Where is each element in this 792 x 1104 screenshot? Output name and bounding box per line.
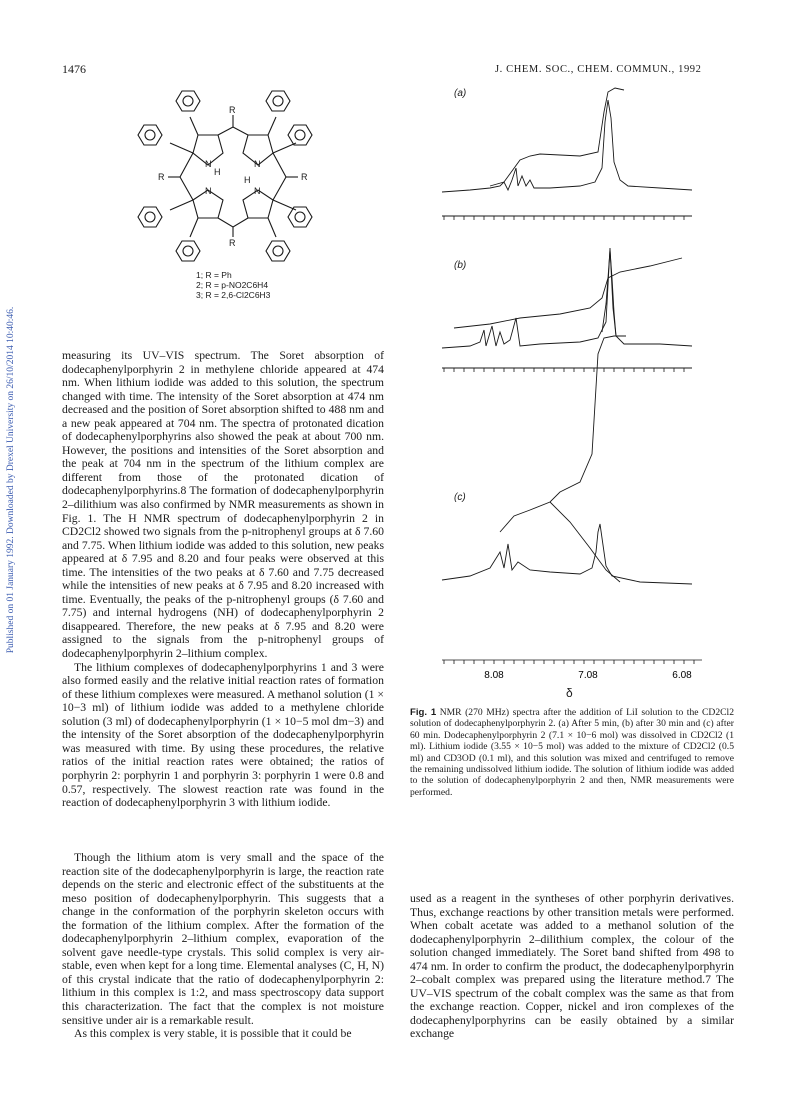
paragraph: The lithium complexes of dodecaphenylporphyrins 1 and 3 were also formed easily and the relative initial reaction rates of formation of these lithium complexes were measured. A methanol solution (1 × 10−3 ml) of lithium iodide was added to a methylene chloride solution (3 ml) of dodecaphenylporphyrin (1 × 10−5 mol dm−3) and the intensity of the Soret absorption of the dodecaphenylporphyrin was measured with time. By using these procedures, the relative ratios of the initial reaction rates were obtained; the ratios of porphyrin 2: porphyrin 1 and porphyrin 3: porphyrin 1 were 0.8 and 0.57, respectively. The slowest reaction rate was found in the reaction of dodecaphenylporphyrin 3 with lithium iodide.: [62, 660, 384, 810]
panel-label-a: (a): [454, 88, 467, 99]
paragraph: used as a reagent in the syntheses of other porphyrin derivatives. Thus, exchange reactions by other transition metals were performed. When cobalt acetate was added to a methanol solution of the dodecaphenylporphyrin 2–dilithium complex, the colour of the solution changed immediately. The Soret band shifted from 498 to 474 nm. In order to confirm the product, the dodecaphenylporphyrin 2–cobalt complex was prepared using the literature method.7 The UV–VIS spectrum of the cobalt complex was the same as that from the exchange reaction. Copper, nickel and iron complexes of the dodecaphenylporphyrins can be easily obtained by a similar exchange: [410, 892, 734, 1041]
atom-label-h-1: H: [214, 167, 221, 177]
atom-label-r-bottom: R: [229, 238, 236, 248]
left-column-text-lower: [62, 851, 384, 1041]
figure-caption-label: Fig. 1: [410, 707, 437, 718]
atom-label-r-left: R: [158, 172, 165, 182]
figure-caption: [410, 707, 734, 798]
axis-tick-label: 7.08: [578, 670, 598, 681]
axis-label: δ: [566, 686, 573, 700]
spectrum-trace-b: [442, 248, 692, 348]
figure-caption-text: NMR (270 MHz) spectra after the addition of LiI solution to the CD2Cl2 solution of dodecaphenylporphyrin 2. (a) After 5 min, (b) after 30 min and (c) after 60 min. Dodecaphenylporphyrin 2 (7.1 × 10−6 mol) was dissolved in CD2Cl2 (1 ml). Lithium iodide (3.55 × 10−5 mol) was added to the mixture of CD2Cl2 (0.5 ml) and CD3OD (0.1 ml), and this solution was mixed and centrifuged to remove the remaining undissolved lithium iodide. The solution of lithium iodide was added to the solution of dodecaphenylporphyrin 2 and then, NMR measurements were performed.: [410, 707, 734, 798]
download-notice: [4, 240, 18, 720]
axis-tick-label: 8.08: [484, 670, 504, 681]
integral-curve-b: [454, 258, 682, 328]
right-column-text: [410, 892, 734, 1041]
left-column-text-upper: [62, 349, 384, 810]
delta-axis: [440, 656, 740, 686]
compound-1: 1; R = Ph: [196, 270, 232, 280]
paragraph: Though the lithium atom is very small and the space of the reaction site of the dodecaphenylporphyrin is large, the reaction rate depends on the steric and electronic effect of the substituents at the meso position of dodecaphenylporphyrin. This suggests that a change in the conformation of the porphyrin skeleton occurs with the formation of the lithium complex. After the formation of the dodecaphenylporphyrin 2–lithium complex, evaporation of the solvent gave needle-type crystals. This solid complex is very air-stable, even when kept for a long time. Elemental analyses (C, H, N) of this crystal indicate that the ratio of dodecaphenylporphyrin 2: lithium in this complex is 1:2, and mass spectroscopy data support this characterization. The fact that the complex is not moisture sensitive under air is a remarkable result.: [62, 851, 384, 1027]
porphyrin-structure: [130, 85, 320, 270]
atom-label-h-2: H: [244, 175, 251, 185]
compound-legend: [196, 270, 270, 300]
atom-label-r-right: R: [301, 172, 308, 182]
atom-label-r-top: R: [229, 105, 236, 115]
paragraph: measuring its UV–VIS spectrum. The Soret absorption of dodecaphenylporphyrin 2 in methylene chloride appeared at 474 nm. When lithium iodide was added to this solution, the spectrum changed with time. The intensity of the Soret absorption at 474 nm decreased and the position of Soret absorption shifted to 488 nm and a new peak appeared at 704 nm. The spectra of protonated dication of dodecaphenylporphyrins also showed the peak at about 700 nm. However, the positions and intensities of the Soret absorption and the peak at 704 nm in the spectrum of the lithium complex are different from those of the protonated dication of dodecaphenylporphyrins.8 The formation of dodecaphenylporphyrin 2–dilithium was also confirmed by NMR measurements as shown in Fig. 1. The H NMR spectrum of dodecaphenylporphyrin 2 in CD2Cl2 showed two signals from the p-nitrophenyl groups at δ 7.60 and 7.75. When lithium iodide was added to this solution, new peaks appeared at δ 7.95 and 8.20 and four peaks were observed at this time. The intensities of the two peaks at δ 7.60 and 7.75 decreased while the intensities of new peaks at δ 7.95 and 8.20 increased with time. Eventually, the peaks of the p-nitrophenyl groups (δ 7.60 and 7.75) and internal hydrogens (NH) of dodecaphenylporphyrin 2 disappeared. Therefore, the new peaks at δ 7.95 and 8.20 were assigned to the signals from the p-nitrophenyl groups of dodecaphenylporphyrin 2–lithium complex.: [62, 349, 384, 661]
paragraph: As this complex is very stable, it is possible that it could be: [74, 1027, 352, 1041]
nmr-spectra-figure: [430, 82, 730, 642]
panel-label-c: (c): [454, 492, 466, 503]
compound-2: 2; R = p-NO2C6H4: [196, 280, 269, 290]
panel-label-b: (b): [454, 260, 467, 271]
atom-label-n-3: N: [205, 186, 212, 196]
spectrum-trace-c: [442, 524, 692, 584]
atom-label-n-2: N: [254, 159, 261, 169]
integral-curve-c: [500, 336, 626, 532]
spectrum-trace-a: [442, 100, 692, 192]
page-number: 1476: [62, 62, 86, 76]
atom-label-n-1: N: [205, 159, 212, 169]
atom-label-n-4: N: [254, 186, 261, 196]
compound-3: 3; R = 2,6-Cl2C6H3: [196, 290, 271, 300]
download-notice-text[interactable]: Published on 01 January 1992. Downloaded by Drexel University on 26/10/2014 10:40:46.: [6, 306, 16, 654]
axis-tick-label: 6.08: [672, 670, 692, 681]
running-head: J. CHEM. SOC., CHEM. COMMUN., 1992: [495, 64, 702, 75]
spectrum-peak-b: [602, 250, 616, 336]
